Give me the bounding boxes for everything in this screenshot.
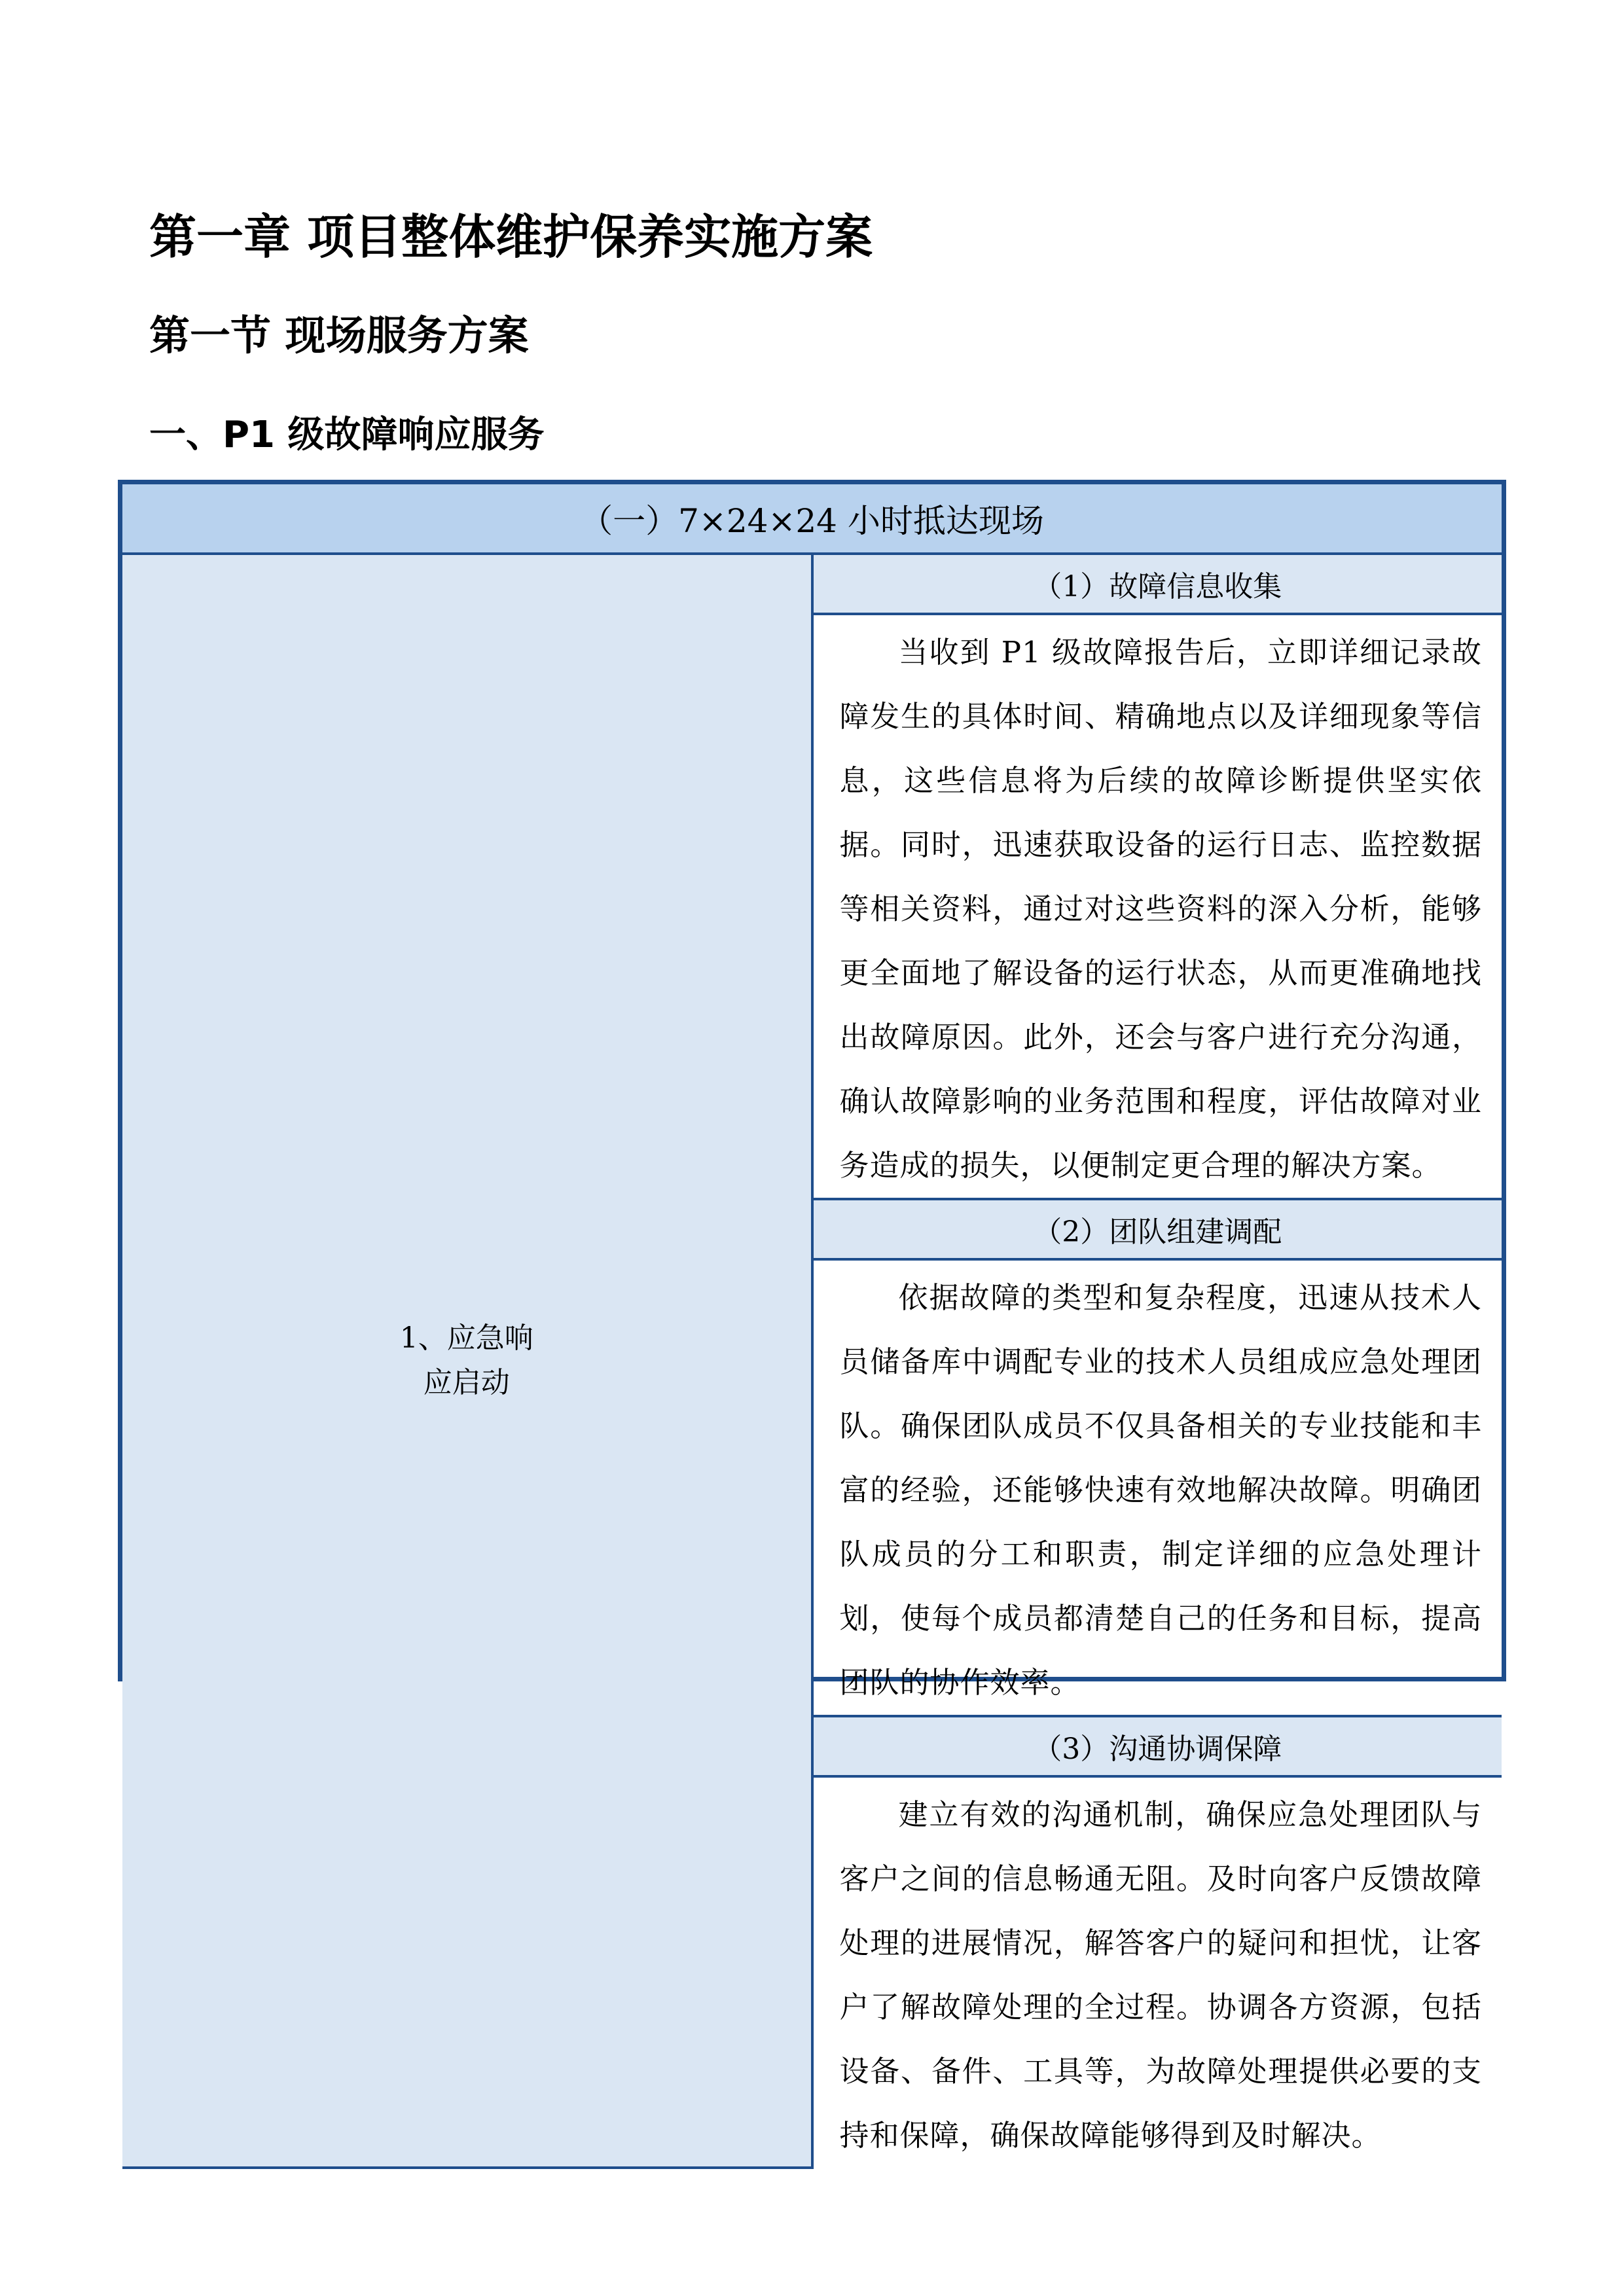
item-body-team-dispatch [812,1259,1502,1716]
section-title: 第一节 现场服务方案 [149,312,529,359]
item-body-info-collection [812,614,1502,1199]
item-paragraph: 建立有效的沟通机制，确保应急处理团队与客户之间的信息畅通无阻。及时向客户反馈故障处理的进展情况，解答客户的疑问和担忧，让客户了解故障处理的全过程。协调各方资源，包括设备、备件、工具等，为故障处理提供必要的支持和保障，确保故障能够得到及时解决。 [839,1797,1482,2153]
side-label: 1、应急响应启动 [399,1321,533,1399]
side-label-cell [122,554,812,2168]
plan-table [122,484,1502,2169]
item-heading-team-dispatch: （2）团队组建调配 [812,1199,1502,1259]
item-paragraph: 依据故障的类型和复杂程度，迅速从技术人员储备库中调配专业的技术人员组成应急处理团队。确保团队成员不仅具备相关的专业技能和丰富的经验，还能够快速有效地解决故障。明确团队成员的分工和职责，制定详细的应急处理计划，使每个成员都清楚自己的任务和目标，提高团队的协作效率。 [839,1280,1482,1700]
item-heading-communication: （3）沟通协调保障 [812,1716,1502,1776]
response-plan-table [118,480,1506,2153]
table-title: （一）7×24×24 小时抵达现场 [122,484,1502,554]
item-body-communication [812,1776,1502,2168]
item-paragraph: 当收到 P1 级故障报告后，立即详细记录故障发生的具体时间、精确地点以及详细现象等信息，这些信息将为后续的故障诊断提供坚实依据。同时，迅速获取设备的运行日志、监控数据等相关资料，通过对这些资料的深入分析，能够更全面地了解设备的运行状态，从而更准确地找出故障原因。此外，还会与客户进行充分沟通，确认故障影响的业务范围和程度，评估故障对业务造成的损失，以便制定更合理的解决方案。 [839,635,1482,1183]
item-heading-info-collection: （1）故障信息收集 [812,554,1502,614]
chapter-title: 第一章 项目整体维护保养实施方案 [149,209,873,264]
subsection-title: 一、P1 级故障响应服务 [149,414,545,456]
